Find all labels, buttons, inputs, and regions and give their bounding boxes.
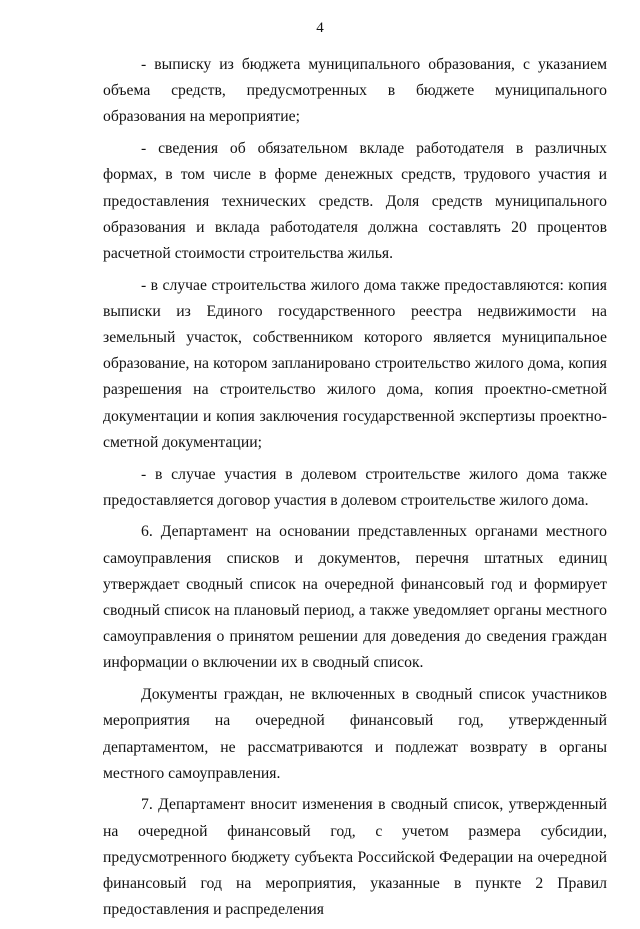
- paragraph-item-7: 7. Департамент вносит изменения в сводный список, утвержденный на очередной финансовый год, с учетом размера субсидии, предусмотренного бюджету субъекта Российской Федерации на очередной финансовый год на мероприятия, указанные в пункте 2 Правил предоставления и распределения: [103, 796, 607, 919]
- paragraph-budget-extract: - выписку из бюджета муниципального образования, с указанием объема средств, предусмотренных в бюджете муниципального образования на мероприятие;: [103, 56, 607, 126]
- paragraph-rejected-documents: Документы граждан, не включенных в сводный список участников мероприятия на очередной финансовый год, утвержденный департаментом, не рассматриваются и подлежат возврату в органы местного самоуправления.: [103, 686, 607, 782]
- paragraph-employer-contribution: - сведения об обязательном вкладе работодателя в различных формах, в том числе в форме денежных средств, трудового участия и предоставления технических средств. Доля средств муниципального образования и вклада работодателя должна составлять 20 процентов расчетной стоимости строительства жилья.: [103, 140, 607, 262]
- paragraph-house-construction: - в случае строительства жилого дома также предоставляются: копия выписки из Единого государственного реестра недвижимости на земельный участок, собственником которого является муниципальное образование, на котором запланировано строительство жилого дома, копия разрешения на строительство жилого дома, копия проектно-сметной документации и копия заключения государственной экспертизы проектно-сметной документации;: [103, 276, 607, 451]
- document-body: [103, 52, 607, 929]
- paragraph-shared-construction: - в случае участия в долевом строительстве жилого дома также предоставляется договор участия в долевом строительстве жилого дома.: [103, 465, 607, 509]
- page-number: 4: [316, 20, 324, 36]
- paragraph-item-6: 6. Департамент на основании представленных органами местного самоуправления списков и документов, перечня штатных единиц утверждает сводный список на очередной финансовый год и формирует сводный список на плановый период, а также уведомляет органы местного самоуправления о принятом решении для доведения до сведения граждан информации о включении их в сводный список.: [103, 523, 607, 672]
